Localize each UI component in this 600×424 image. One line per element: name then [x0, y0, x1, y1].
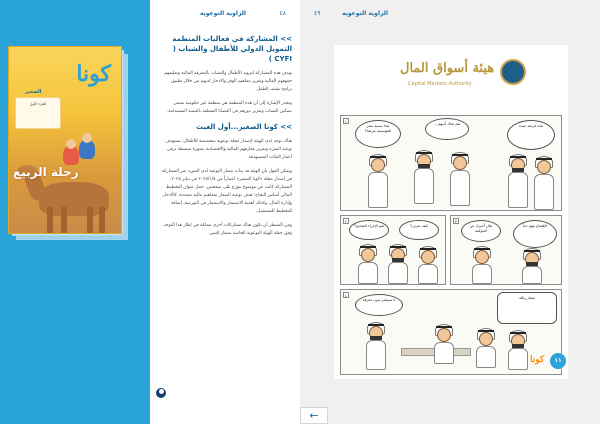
panel-number: ١ — [344, 119, 348, 124]
magazine-logo-subtitle: الصغير — [25, 89, 42, 95]
left-running-head — [150, 10, 300, 22]
paragraph: تهدف هذه المشاركة لتزويد الأطفال والشباب بالمعرفة المالية وتعليمهم حقوقهم المالية وتعزيز مفاهيم الوفر والادخار لديهم من خلال تطبيق برامج تثقيف الطفل. — [164, 71, 292, 92]
cma-logo — [400, 59, 526, 95]
comic-panel-2 — [340, 215, 446, 285]
panel-number: ٣ — [454, 219, 458, 224]
badge-number: ١١ — [550, 353, 566, 369]
left-running-title: الزاوية التوعوية — [199, 10, 246, 17]
speech-bubble: كيف نعرف؟ — [399, 220, 439, 240]
left-article — [160, 34, 292, 244]
badge-text: كونا — [530, 355, 545, 365]
child-illustration — [63, 145, 79, 165]
left-page — [150, 0, 300, 424]
previous-page-button[interactable] — [300, 407, 328, 424]
right-page-number: ٤٩ — [314, 10, 321, 17]
speech-bubble: ممتاز والله — [497, 292, 557, 324]
right-running-title: الزاوية التوعوية — [342, 10, 389, 17]
comic-panel-3 — [450, 215, 562, 285]
magazine-cover-stack — [8, 46, 140, 244]
speech-bubble: ماذا بنسبة سعر المؤسسة عرضنا؟ — [355, 120, 401, 148]
speech-bubble: لا تستثمر بدون معرفة — [355, 294, 403, 316]
section-heading: >> كونا الصغير...أول الغيث — [196, 123, 292, 131]
panel-number: ٢ — [344, 219, 348, 224]
camel-leg — [87, 207, 93, 234]
speech-bubble: الإفصاح مهم جداً — [513, 220, 557, 248]
comic-panel-1 — [340, 115, 562, 211]
cma-name-ar: هيئة أسواق المال — [400, 61, 495, 76]
speech-bubble: شو الإجراء الصحيح؟ — [349, 220, 389, 240]
cma-emblem-icon — [500, 59, 526, 85]
paragraph: وتجدر الإشارة إلى أن هذه المنظمة هي منظمة غير حكومية تسعى بتمكين الشباب وتعزيز دورهم في القضايا المتعلقة بالتنمية المستدامة. — [166, 101, 292, 114]
speech-bubble: هذه فرصة جيدة — [507, 120, 555, 150]
paragraph: ويمكن القول بأن الهيئة قد بدأت مسار التوعية لدى النشء عبر المشاركة في إصدار مجلة «كونا الصغير» اعتباراً من ٢٠٢٥/١/٥ في يناير ٢٠٢٥، المشاركة كانت عن موضوع موزع على صفحتين، حمل عنوان التخطيط المالي أساس النجاح؛ هدف توعية الصغار بمفاهيم مالية متعددة، كالادخار وإدارة المال، وكذلك أهمية الاستثمار والاستثمار في البورصة، إضافة للتخطيط للمستقبل. — [162, 169, 292, 214]
right-running-head — [300, 10, 600, 22]
arrow-left-icon: ← — [309, 409, 319, 422]
magazine-logo-text: كونا — [76, 61, 111, 87]
cover-title: رحلة الربيع — [13, 165, 79, 179]
left-page-number: ٤٨ — [279, 10, 286, 17]
camel-leg — [47, 207, 53, 234]
panel-number: ٤ — [344, 293, 348, 298]
publication-logo-icon — [156, 388, 166, 398]
cma-name-en: Capital Markets Authority — [408, 81, 472, 87]
camel-leg — [99, 207, 105, 234]
magazine-cover — [8, 46, 122, 234]
section-heading: >> المشاركة في فعاليات المنظمة التمويل الدولي للأطفال والشباب ( CYFI ) — [172, 35, 292, 63]
paragraph: هناك توجه لدى الهيئة لإصدار مجلة توعوية متخصصة للأطفال، تستهدف توعية النشء وتعزيز معارفهم المالية والاقتصادية بصورة مبسطة ترفي أعمار الفئات المستهدفة. — [165, 139, 292, 160]
camel-leg — [61, 207, 67, 234]
right-page — [300, 0, 600, 424]
speech-bubble: نعم هناك أسهم ... — [425, 118, 469, 140]
magazine-badge — [530, 351, 566, 371]
cover-info-text: الجزء الأول — [29, 102, 47, 106]
comic-panel-4 — [340, 289, 562, 375]
child-illustration — [79, 139, 95, 159]
paragraph: ومن المنتظر أن تكون هناك مشاركات أخرى مماثلة في إطار هذا التوجه وفق خطة الهيئة التوعوية الخاصة بصغار السن. — [163, 223, 292, 236]
comic-strip — [334, 45, 568, 379]
speech-bubble: تعال أخبرك عن الحوكمة — [461, 220, 501, 242]
cover-info-box — [15, 97, 61, 129]
magazine-logo — [23, 53, 115, 93]
